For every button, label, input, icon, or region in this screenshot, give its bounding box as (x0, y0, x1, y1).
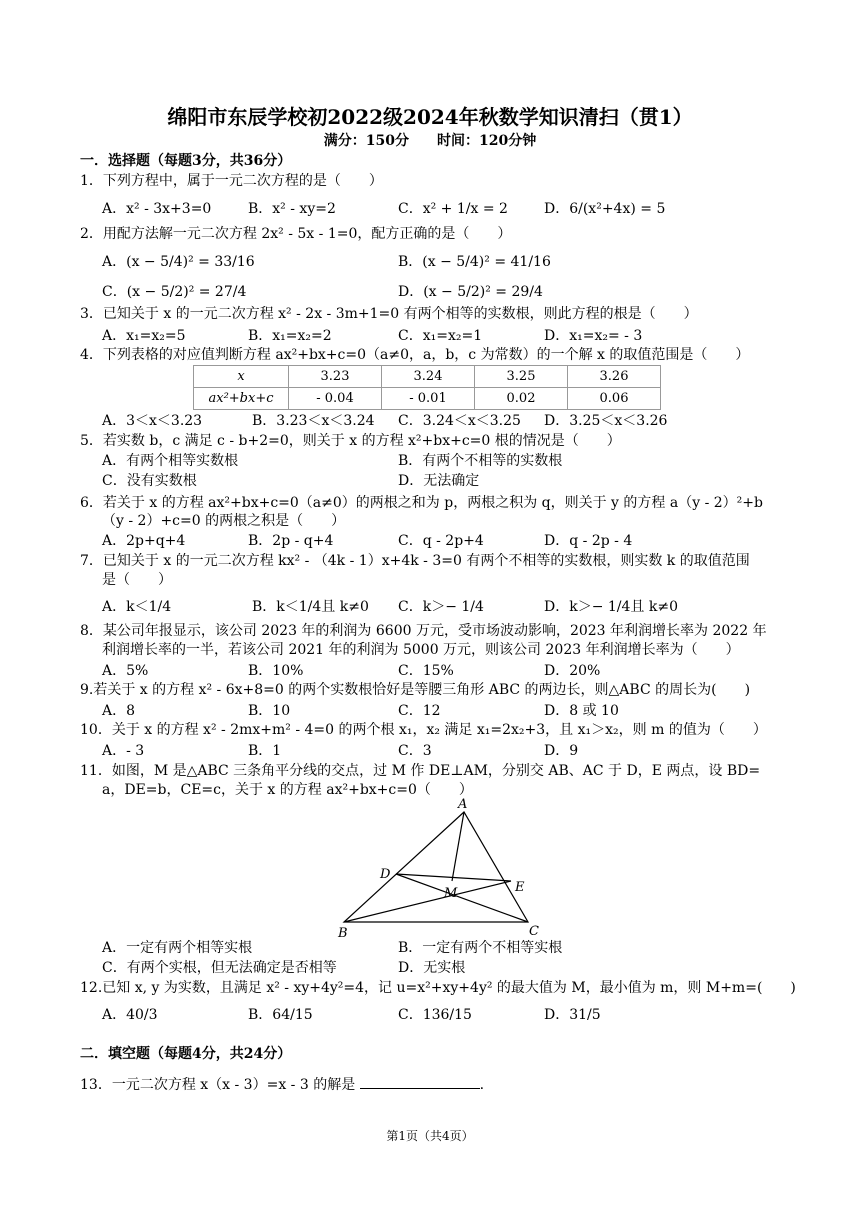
section-1-heading: 一．选择题（每题3分，共36分） (80, 153, 292, 169)
q1-option-d: D．6/(x²+4x) = 5 (544, 201, 666, 217)
page-title: 绵阳市东辰学校初2022级2024年秋数学知识清扫（贯1） (167, 105, 693, 129)
q11-stem-line1: 11．如图，M 是△ABC 三条角平分线的交点，过 M 作 DE⊥AM，分别交 AB、AC 于 D，E 两点，设 BD= (80, 763, 761, 779)
q2-option-d: D．(x − 5/2)² = 29/4 (398, 284, 543, 300)
q8-option-a: A．5% (102, 663, 149, 679)
table-cell: 3.24 (382, 366, 475, 388)
q6-option-a: A．2p+q+4 (102, 533, 186, 549)
q13-period: . (479, 1077, 485, 1093)
q8-option-c: C．15% (398, 663, 454, 679)
q1-stem: 1．下列方程中，属于一元二次方程的是（ ） (80, 173, 383, 189)
q1-option-c: C．x² + 1/x = 2 (398, 201, 508, 217)
table-row (194, 366, 661, 388)
q13-answer-blank[interactable] (360, 1074, 480, 1089)
q13-line (80, 1074, 484, 1094)
table-cell: x (194, 366, 289, 388)
q5-stem: 5．若实数 b，c 满足 c - b+2=0，则关于 x 的方程 x²+bx+c=0 根的情况是（ ） (80, 433, 621, 449)
table-cell: 0.02 (475, 388, 568, 410)
q11-option-b: B．一定有两个不相等实根 (398, 940, 563, 956)
table-cell: - 0.04 (289, 388, 382, 410)
q13-stem: 13．一元二次方程 x（x - 3）=x - 3 的解是 (80, 1077, 356, 1093)
q4-option-b: B．3.23＜x＜3.24 (252, 413, 375, 429)
q4-option-a: A．3＜x＜3.23 (102, 413, 203, 429)
label-d: D (380, 867, 391, 882)
triangle-figure (330, 796, 550, 938)
q10-option-b: B．1 (248, 743, 282, 759)
q12-stem: 12.已知 x, y 为实数，且满足 x² - xy+4y²=4，记 u=x²+xy+4y² 的最大值为 M，最小值为 m，则 M+m=( ) (80, 980, 796, 996)
q10-option-a: A．- 3 (102, 743, 145, 759)
q8-option-d: D．20% (544, 663, 601, 679)
q8-option-b: B．10% (248, 663, 304, 679)
q3-option-a: A．x₁=x₂=5 (102, 328, 186, 344)
q3-stem: 3．已知关于 x 的一元二次方程 x² - 2x - 3m+1=0 有两个相等的实数根，则此方程的根是（ ） (80, 306, 698, 322)
table-cell: 3.25 (475, 366, 568, 388)
label-m: M (444, 886, 458, 901)
q9-option-a: A．8 (102, 703, 136, 719)
q11-stem-line2: a，DE=b，CE=c，关于 x 的方程 ax²+bx+c=0（ ） (102, 782, 473, 798)
section-2-heading: 二．填空题（每题4分，共24分） (80, 1046, 292, 1062)
q5-option-a: A．有两个相等实数根 (102, 453, 239, 469)
q9-stem: 9.若关于 x 的方程 x² - 6x+8=0 的两个实数根恰好是等腰三角形 ABC 的两边长，则△ABC 的周长为( ) (80, 682, 751, 698)
q7-option-c: C．k＞− 1/4 (398, 599, 484, 615)
bisector-be (344, 881, 511, 922)
q10-option-c: C．3 (398, 743, 432, 759)
q4-option-d: D．3.25＜x＜3.26 (544, 413, 668, 429)
q11-option-c: C．有两个实根，但无法确定是否相等 (102, 960, 337, 976)
q7-stem-line1: 7．已知关于 x 的一元二次方程 kx² - （4k - 1）x+4k - 3=0 有两个不相等的实数根，则实数 k 的取值范围 (80, 553, 750, 569)
q12-option-c: C．136/15 (398, 1007, 472, 1023)
q5-option-c: C．没有实数根 (102, 473, 197, 489)
q2-option-c: C．(x − 5/2)² = 27/4 (102, 284, 247, 300)
q6-stem-line2: （y - 2）+c=0 的两根之积是（ ） (102, 513, 346, 529)
label-c: C (529, 924, 539, 938)
q6-option-c: C．q - 2p+4 (398, 533, 484, 549)
q7-option-b: B．k＜1/4且 k≠0 (252, 599, 369, 615)
page-subtitle: 满分：150分 时间：120分钟 (323, 133, 537, 149)
label-e: E (515, 880, 525, 895)
q12-option-b: B．64/15 (248, 1007, 313, 1023)
table-cell: ax²+bx+c (194, 388, 289, 410)
q7-option-a: A．k＜1/4 (102, 599, 172, 615)
label-b: B (338, 926, 348, 938)
q3-option-d: D．x₁=x₂= - 3 (544, 328, 643, 344)
q11-option-d: D．无实根 (398, 960, 466, 976)
q4-value-table (193, 365, 661, 410)
q1-option-a: A．x² - 3x+3=0 (102, 201, 212, 217)
q10-stem: 10．关于 x 的方程 x² - 2mx+m² - 4=0 的两个根 x₁，x₂ 满足 x₁=2x₂+3，且 x₁＞x₂，则 m 的值为（ ） (80, 722, 767, 738)
q3-option-b: B．x₁=x₂=2 (248, 328, 332, 344)
table-cell: 3.26 (568, 366, 661, 388)
q7-option-d: D．k＞− 1/4且 k≠0 (544, 599, 678, 615)
q9-option-b: B．10 (248, 703, 291, 719)
table-cell: 0.06 (568, 388, 661, 410)
page-footer: 第1页（共4页） (386, 1129, 474, 1143)
label-a: A (458, 797, 468, 812)
q4-option-c: C．3.24＜x＜3.25 (398, 413, 521, 429)
q9-option-d: D．8 或 10 (544, 703, 619, 719)
q1-option-b: B．x² - xy=2 (248, 201, 336, 217)
q6-option-d: D．q - 2p - 4 (544, 533, 633, 549)
q3-option-c: C．x₁=x₂=1 (398, 328, 483, 344)
q2-stem: 2．用配方法解一元二次方程 2x² - 5x - 1=0，配方正确的是（ ） (80, 226, 512, 242)
table-row (194, 388, 661, 410)
q6-option-b: B．2p - q+4 (248, 533, 334, 549)
q12-option-a: A．40/3 (102, 1007, 158, 1023)
q11-option-a: A．一定有两个相等实根 (102, 940, 253, 956)
q9-option-c: C．12 (398, 703, 441, 719)
q5-option-d: D．无法确定 (398, 473, 480, 489)
q4-stem: 4．下列表格的对应值判断方程 ax²+bx+c=0（a≠0，a，b，c 为常数）的一个解 x 的取值范围是（ ） (80, 347, 750, 363)
triangle-abc (344, 812, 528, 922)
q8-stem-line1: 8．某公司年报显示，该公司 2023 年的利润为 6600 万元，受市场波动影响，2023 年利润增长率为 2022 年 (80, 623, 767, 639)
q2-option-b: B．(x − 5/4)² = 41/16 (398, 254, 551, 270)
segment-am (452, 812, 464, 881)
table-cell: 3.23 (289, 366, 382, 388)
q5-option-b: B．有两个不相等的实数根 (398, 453, 563, 469)
table-cell: - 0.01 (382, 388, 475, 410)
q10-option-d: D．9 (544, 743, 579, 759)
q7-stem-line2: 是（ ） (102, 572, 172, 588)
q12-option-d: D．31/5 (544, 1007, 601, 1023)
q8-stem-line2: 利润增长率的一半，若该公司 2021 年的利润为 5000 万元，则该公司 2023 年利润增长率为（ ） (102, 642, 740, 658)
q2-option-a: A．(x − 5/4)² = 33/16 (102, 254, 255, 270)
q6-stem-line1: 6．若关于 x 的方程 ax²+bx+c=0（a≠0）的两根之和为 p，两根之积为 q，则关于 y 的方程 a（y - 2）²+b (80, 495, 763, 511)
